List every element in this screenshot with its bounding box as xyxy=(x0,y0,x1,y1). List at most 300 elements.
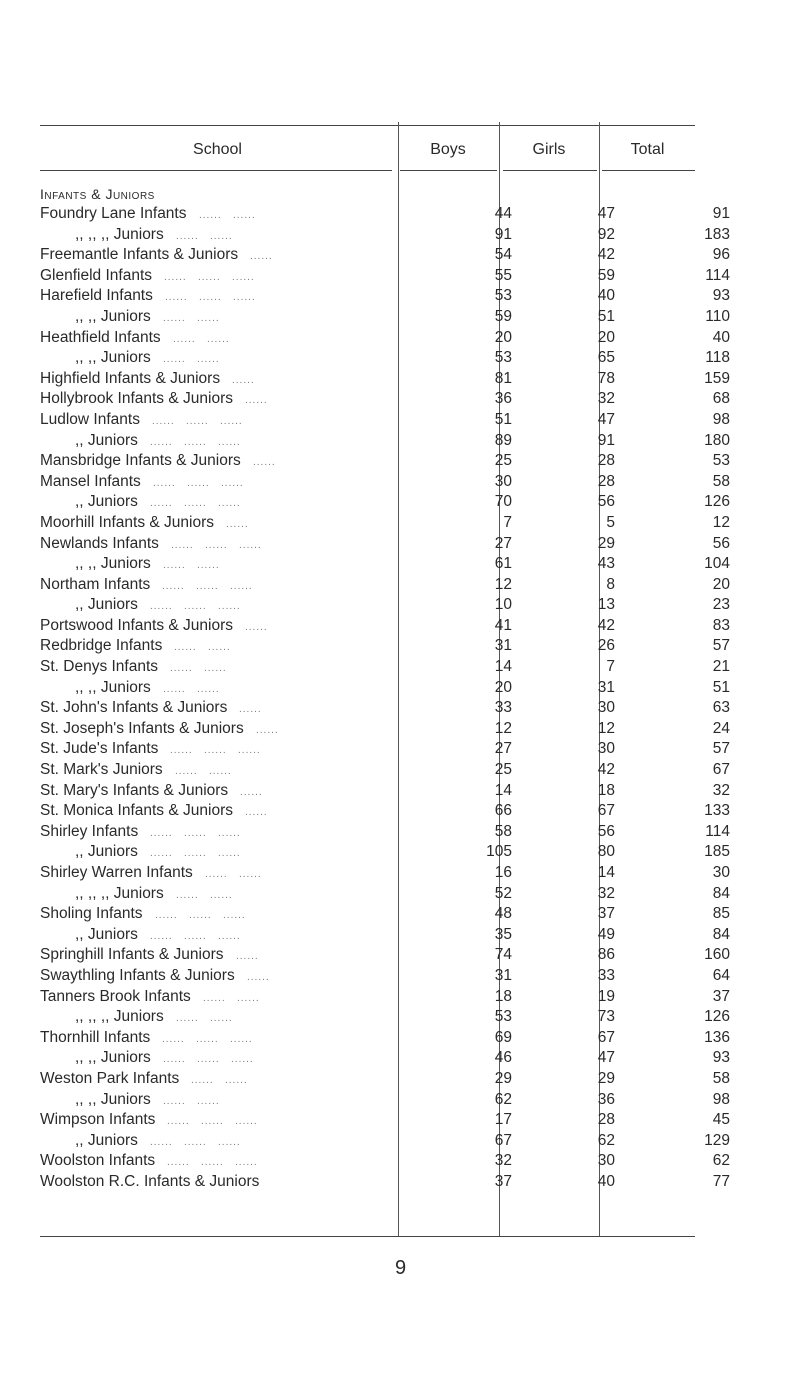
leader-dots: ...... ...... ...... xyxy=(170,745,261,757)
school-name: ,, ,, Juniors xyxy=(75,1049,151,1067)
total-count: 37 xyxy=(712,987,730,1005)
total-count: 93 xyxy=(712,1049,730,1067)
total-count: 12 xyxy=(712,513,730,531)
girls-count: 43 xyxy=(597,555,615,573)
total-count: 126 xyxy=(704,1008,730,1026)
school-name: Shirley Infants xyxy=(40,822,139,840)
leader-dots: ...... xyxy=(253,457,276,469)
school-name: Glenfield Infants xyxy=(40,266,153,284)
leader-dots: ...... xyxy=(232,374,255,386)
girls-count: 29 xyxy=(597,1069,615,1087)
header-total: Total xyxy=(630,141,665,158)
school-name: Wimpson Infants xyxy=(40,1111,156,1129)
school-name: ,, ,, Juniors xyxy=(75,1090,151,1108)
boys-count: 44 xyxy=(494,205,512,222)
leader-dots: ...... ...... ...... xyxy=(150,498,241,510)
table-row xyxy=(40,822,730,843)
leader-dots: ...... ...... xyxy=(205,869,262,880)
boys-count: 81 xyxy=(494,369,512,387)
boys-count: 61 xyxy=(494,555,512,573)
total-count: 64 xyxy=(712,966,730,984)
total-count: 45 xyxy=(712,1111,730,1129)
total-count: 91 xyxy=(712,205,730,222)
leader-dots: ...... ...... ...... xyxy=(165,292,256,304)
page-number: 9 xyxy=(394,1257,407,1279)
total-count: 68 xyxy=(712,390,730,408)
total-count: 118 xyxy=(705,349,730,367)
total-count: 110 xyxy=(705,307,730,325)
boys-count: 14 xyxy=(494,658,512,676)
total-count: 20 xyxy=(712,575,730,593)
boys-count: 105 xyxy=(486,843,512,861)
girls-count: 47 xyxy=(597,205,615,222)
table-row xyxy=(40,307,730,328)
table-bottom-rule xyxy=(40,1236,695,1237)
total-count: 56 xyxy=(712,534,730,552)
school-name: St. Joseph's Infants & Juniors xyxy=(40,719,244,737)
leader-dots: ...... ...... ...... xyxy=(150,848,241,860)
leader-dots: ...... ...... ...... xyxy=(162,580,253,592)
girls-count: 42 xyxy=(597,616,615,634)
total-count: 185 xyxy=(704,843,730,861)
total-count: 96 xyxy=(712,246,730,264)
school-name: Thornhill Infants xyxy=(40,1028,151,1046)
leader-dots: ...... ...... ...... xyxy=(152,415,243,427)
table-row xyxy=(40,472,730,493)
school-name: Portswood Infants & Juniors xyxy=(40,616,233,634)
girls-count: 80 xyxy=(597,843,615,861)
school-name: St. Mark's Juniors xyxy=(40,761,163,779)
girls-count: 42 xyxy=(597,246,615,264)
table-row xyxy=(40,698,730,719)
header-rule-total xyxy=(602,170,695,171)
boys-count: 16 xyxy=(494,864,512,881)
boys-count: 7 xyxy=(503,513,512,531)
table-row xyxy=(40,1172,730,1193)
boys-count: 74 xyxy=(494,946,512,964)
table-row xyxy=(40,987,730,1008)
table-row xyxy=(40,595,730,616)
leader-dots: ...... ...... xyxy=(163,312,220,324)
school-name: Woolston R.C. Infants & Juniors xyxy=(40,1172,260,1190)
school-name: ,, ,, ,, Juniors xyxy=(75,225,164,243)
boys-count: 62 xyxy=(494,1090,512,1108)
school-name: Sholing Infants xyxy=(40,905,143,923)
table-row xyxy=(40,678,730,699)
boys-count: 35 xyxy=(494,925,512,943)
table-row xyxy=(40,801,730,822)
girls-count: 62 xyxy=(597,1131,615,1149)
leader-dots: ...... ...... ...... xyxy=(167,1157,258,1169)
boys-count: 31 xyxy=(494,637,512,655)
leader-dots: ...... ...... ...... xyxy=(150,827,241,839)
leader-dots: ...... ...... xyxy=(170,663,227,675)
boys-count: 31 xyxy=(494,966,512,984)
table-row xyxy=(40,781,730,802)
school-name: St. John's Infants & Juniors xyxy=(40,699,228,717)
total-count: 114 xyxy=(705,822,730,840)
total-count: 32 xyxy=(712,781,730,799)
table-row xyxy=(40,760,730,781)
girls-count: 19 xyxy=(597,987,615,1005)
leader-dots: ...... xyxy=(245,621,268,633)
total-count: 62 xyxy=(712,1152,730,1170)
leader-dots: ...... ...... xyxy=(176,230,233,242)
table-row xyxy=(40,1069,730,1090)
table-row xyxy=(40,245,730,266)
school-name: ,, ,, Juniors xyxy=(75,349,151,367)
header-rule-boys xyxy=(400,170,497,171)
table-row xyxy=(40,636,730,657)
leader-dots: ...... xyxy=(245,395,268,407)
boys-count: 18 xyxy=(494,987,512,1005)
section-title: Infants & Juniors xyxy=(40,186,155,202)
total-count: 58 xyxy=(712,1069,730,1087)
table-row xyxy=(40,266,730,287)
leader-dots: ...... xyxy=(236,951,259,963)
girls-count: 32 xyxy=(597,884,615,902)
total-count: 23 xyxy=(712,596,730,614)
boys-count: 55 xyxy=(494,266,512,284)
school-name: ,, Juniors xyxy=(75,925,138,943)
girls-count: 31 xyxy=(597,678,615,696)
leader-dots: ...... ...... ...... xyxy=(150,436,241,448)
boys-count: 27 xyxy=(494,740,512,758)
school-name: ,, ,, ,, Juniors xyxy=(75,1008,164,1026)
leader-dots: ...... ...... ...... xyxy=(164,271,255,283)
table-row xyxy=(40,554,730,575)
boys-count: 12 xyxy=(494,719,512,737)
boys-count: 30 xyxy=(494,472,512,490)
total-count: 83 xyxy=(712,616,730,634)
leader-dots: ...... ...... ...... xyxy=(167,1116,258,1128)
header-girls: Girls xyxy=(532,141,566,158)
total-count: 63 xyxy=(712,699,730,717)
school-name: St. Mary's Infants & Juniors xyxy=(40,781,229,799)
leader-dots: ...... xyxy=(256,724,279,736)
girls-count: 30 xyxy=(597,1152,615,1170)
total-count: 98 xyxy=(712,1090,730,1108)
boys-count: 14 xyxy=(494,781,512,799)
table-row xyxy=(40,225,730,246)
table-row xyxy=(40,1090,730,1111)
total-count: 104 xyxy=(704,555,730,573)
leader-dots: ...... ...... xyxy=(176,889,233,901)
boys-count: 53 xyxy=(494,349,512,367)
table-row xyxy=(40,657,730,678)
table-row xyxy=(40,534,730,555)
table-row xyxy=(40,492,730,513)
school-name: ,, Juniors xyxy=(75,431,138,449)
leader-dots: ...... xyxy=(245,807,268,819)
boys-count: 25 xyxy=(494,452,512,470)
school-name: Newlands Infants xyxy=(40,534,159,552)
table-row xyxy=(40,389,730,410)
leader-dots: ...... xyxy=(250,251,273,263)
boys-count: 17 xyxy=(494,1111,512,1129)
girls-count: 67 xyxy=(597,1028,615,1046)
girls-count: 33 xyxy=(597,966,615,984)
leader-dots: ...... ...... ...... xyxy=(171,539,262,551)
school-name: Shirley Warren Infants xyxy=(40,864,193,881)
leader-dots: ...... ...... xyxy=(203,992,260,1004)
table-row xyxy=(40,451,730,472)
boys-count: 12 xyxy=(494,575,512,593)
girls-count: 28 xyxy=(597,452,615,470)
boys-count: 91 xyxy=(494,225,512,243)
table-row xyxy=(40,719,730,740)
school-name: Northam Infants xyxy=(40,575,151,593)
school-name: Harefield Infants xyxy=(40,287,153,305)
school-name: ,, Juniors xyxy=(75,596,138,614)
school-name: Mansel Infants xyxy=(40,472,141,490)
total-count: 129 xyxy=(704,1131,730,1149)
total-count: 84 xyxy=(712,884,730,902)
boys-count: 59 xyxy=(494,307,512,325)
boys-count: 53 xyxy=(494,1008,512,1026)
school-name: Mansbridge Infants & Juniors xyxy=(40,452,241,470)
leader-dots: ...... ...... ...... xyxy=(153,477,244,489)
girls-count: 13 xyxy=(597,596,615,614)
girls-count: 47 xyxy=(597,410,615,428)
leader-dots: ...... ...... xyxy=(163,354,220,366)
table-row xyxy=(40,1007,730,1028)
boys-count: 20 xyxy=(494,328,512,346)
school-name: Woolston Infants xyxy=(40,1152,156,1170)
boys-count: 89 xyxy=(494,431,512,449)
boys-count: 20 xyxy=(494,678,512,696)
table-row xyxy=(40,842,730,863)
school-name: ,, ,, ,, Juniors xyxy=(75,884,164,902)
boys-count: 70 xyxy=(494,493,512,511)
header-school: School xyxy=(193,141,242,158)
school-name: Hollybrook Infants & Juniors xyxy=(40,390,233,408)
total-count: 24 xyxy=(712,719,730,737)
school-name: Swaythling Infants & Juniors xyxy=(40,966,235,984)
leader-dots: ...... xyxy=(240,786,263,798)
school-name: ,, Juniors xyxy=(75,1131,138,1149)
leader-dots: ...... ...... ...... xyxy=(150,601,241,613)
table-row xyxy=(40,739,730,760)
total-count: 93 xyxy=(712,287,730,305)
girls-count: 8 xyxy=(606,575,615,593)
table-row xyxy=(40,1131,730,1152)
table-row xyxy=(40,328,730,349)
leader-dots: ...... xyxy=(239,704,262,716)
table-row xyxy=(40,863,730,884)
school-name: Springhill Infants & Juniors xyxy=(40,946,224,964)
boys-count: 53 xyxy=(494,287,512,305)
leader-dots: ...... xyxy=(247,971,270,983)
girls-count: 91 xyxy=(597,431,615,449)
boys-count: 10 xyxy=(494,596,512,614)
total-count: 51 xyxy=(712,678,730,696)
leader-dots: ...... ...... ...... xyxy=(150,930,241,942)
total-count: 67 xyxy=(712,761,730,779)
leader-dots: ...... ...... ...... xyxy=(150,1136,241,1148)
boys-count: 51 xyxy=(494,410,512,428)
total-count: 180 xyxy=(704,431,730,449)
table-row xyxy=(40,369,730,390)
table-row xyxy=(40,966,730,987)
table-row xyxy=(40,1028,730,1049)
total-count: 57 xyxy=(712,740,730,758)
school-name: Weston Park Infants xyxy=(40,1069,180,1087)
boys-count: 33 xyxy=(494,699,512,717)
total-count: 114 xyxy=(705,266,730,284)
girls-count: 14 xyxy=(597,864,615,881)
leader-dots: ...... xyxy=(226,518,249,530)
table-row xyxy=(40,616,730,637)
girls-count: 20 xyxy=(597,328,615,346)
header-rule-school xyxy=(40,170,392,171)
girls-count: 37 xyxy=(597,905,615,923)
leader-dots: ...... ...... ...... xyxy=(163,1054,254,1066)
boys-count: 69 xyxy=(494,1028,512,1046)
girls-count: 47 xyxy=(597,1049,615,1067)
school-name: ,, ,, Juniors xyxy=(75,678,151,696)
total-count: 30 xyxy=(712,864,730,881)
total-count: 160 xyxy=(704,946,730,964)
boys-count: 27 xyxy=(494,534,512,552)
leader-dots: ...... ...... xyxy=(191,1074,248,1086)
leader-dots: ...... ...... xyxy=(173,333,230,345)
boys-count: 67 xyxy=(494,1131,512,1149)
girls-count: 42 xyxy=(597,761,615,779)
table-row xyxy=(40,1151,730,1172)
boys-count: 54 xyxy=(494,246,512,264)
school-name: Ludlow Infants xyxy=(40,410,140,428)
total-count: 84 xyxy=(712,925,730,943)
girls-count: 86 xyxy=(597,946,615,964)
total-count: 85 xyxy=(712,905,730,923)
boys-count: 58 xyxy=(494,822,512,840)
table-row xyxy=(40,348,730,369)
table-row xyxy=(40,513,730,534)
table-row xyxy=(40,904,730,925)
total-count: 159 xyxy=(704,369,730,387)
boys-count: 29 xyxy=(494,1069,512,1087)
total-count: 133 xyxy=(704,802,730,820)
leader-dots: ...... ...... ...... xyxy=(162,1033,253,1045)
girls-count: 29 xyxy=(597,534,615,552)
table-row xyxy=(40,884,730,905)
school-name: ,, Juniors xyxy=(75,843,138,861)
school-name: Heathfield Infants xyxy=(40,328,161,346)
girls-count: 7 xyxy=(606,658,615,676)
girls-count: 36 xyxy=(597,1090,615,1108)
girls-count: 28 xyxy=(597,472,615,490)
boys-count: 32 xyxy=(494,1152,512,1170)
total-count: 57 xyxy=(712,637,730,655)
header-boys: Boys xyxy=(430,141,466,158)
boys-count: 36 xyxy=(494,390,512,408)
school-name: ,, Juniors xyxy=(75,493,138,511)
school-name: Foundry Lane Infants xyxy=(40,205,187,222)
girls-count: 49 xyxy=(597,925,615,943)
school-name: Tanners Brook Infants xyxy=(40,987,191,1005)
total-count: 77 xyxy=(712,1172,730,1190)
girls-count: 30 xyxy=(597,740,615,758)
school-name: ,, ,, Juniors xyxy=(75,307,151,325)
girls-count: 40 xyxy=(597,1172,615,1190)
leader-dots: ...... ...... xyxy=(176,1013,233,1025)
table-row xyxy=(40,1110,730,1131)
girls-count: 51 xyxy=(597,307,615,325)
girls-count: 40 xyxy=(597,287,615,305)
girls-count: 92 xyxy=(597,225,615,243)
boys-count: 41 xyxy=(494,616,512,634)
girls-count: 73 xyxy=(597,1008,615,1026)
school-name: Moorhill Infants & Juniors xyxy=(40,513,215,531)
girls-count: 18 xyxy=(597,781,615,799)
leader-dots: ...... ...... xyxy=(175,766,232,778)
leader-dots: ...... ...... xyxy=(163,560,220,572)
girls-count: 32 xyxy=(597,390,615,408)
total-count: 58 xyxy=(712,472,730,490)
girls-count: 56 xyxy=(597,493,615,511)
leader-dots: ...... ...... xyxy=(163,683,220,695)
table-top-rule xyxy=(40,125,695,126)
girls-count: 28 xyxy=(597,1111,615,1129)
school-name: Freemantle Infants & Juniors xyxy=(40,246,239,264)
header-rule-girls xyxy=(503,170,597,171)
boys-count: 25 xyxy=(494,761,512,779)
boys-count: 52 xyxy=(494,884,512,902)
table-row xyxy=(40,925,730,946)
school-name: St. Jude's Infants xyxy=(40,740,159,758)
boys-count: 66 xyxy=(494,802,512,820)
table-row xyxy=(40,945,730,966)
table-row xyxy=(40,1048,730,1069)
girls-count: 26 xyxy=(597,637,615,655)
girls-count: 67 xyxy=(597,802,615,820)
boys-count: 37 xyxy=(494,1172,512,1190)
table-row xyxy=(40,431,730,452)
school-name: Redbridge Infants xyxy=(40,637,163,655)
leader-dots: ...... ...... xyxy=(199,210,256,221)
table-row xyxy=(40,575,730,596)
school-name: St. Monica Infants & Juniors xyxy=(40,802,233,820)
table-row xyxy=(40,410,730,431)
total-count: 98 xyxy=(712,410,730,428)
girls-count: 59 xyxy=(597,266,615,284)
school-name: Highfield Infants & Juniors xyxy=(40,369,221,387)
boys-count: 48 xyxy=(494,905,512,923)
total-count: 126 xyxy=(704,493,730,511)
leader-dots: ...... ...... xyxy=(174,642,231,654)
table-row xyxy=(40,286,730,307)
total-count: 183 xyxy=(704,225,730,243)
girls-count: 78 xyxy=(597,369,615,387)
girls-count: 12 xyxy=(597,719,615,737)
leader-dots: ...... ...... xyxy=(163,1095,220,1107)
school-name: ,, ,, Juniors xyxy=(75,555,151,573)
table-body xyxy=(40,204,730,1193)
total-count: 136 xyxy=(704,1028,730,1046)
girls-count: 30 xyxy=(597,699,615,717)
total-count: 53 xyxy=(712,452,730,470)
girls-count: 56 xyxy=(597,822,615,840)
total-count: 40 xyxy=(712,328,730,346)
school-name: St. Denys Infants xyxy=(40,658,159,676)
table-row xyxy=(40,204,730,225)
girls-count: 65 xyxy=(597,349,615,367)
girls-count: 5 xyxy=(606,513,615,531)
total-count: 21 xyxy=(712,658,730,676)
boys-count: 46 xyxy=(494,1049,512,1067)
leader-dots: ...... ...... ...... xyxy=(155,910,246,922)
